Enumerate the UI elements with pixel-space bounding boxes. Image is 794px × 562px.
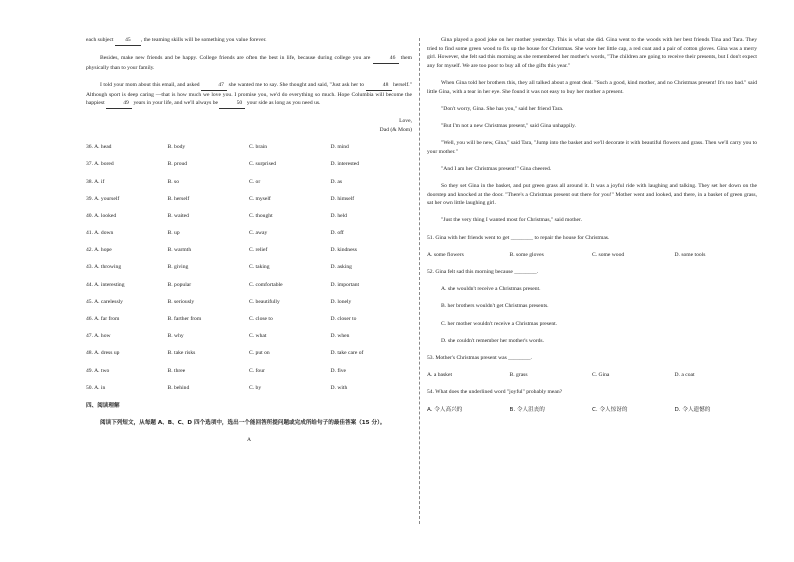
option-cell: 40. A. looked xyxy=(86,212,117,219)
option-row xyxy=(86,332,412,349)
option-row xyxy=(86,195,412,212)
question-51-options xyxy=(427,251,757,260)
option: A. she wouldn't receive a Christmas present. xyxy=(441,286,541,293)
option-cell: C. surprised xyxy=(249,161,277,168)
option-cell: 42. A. hope xyxy=(86,247,112,254)
option-cell: 48. A. dress up xyxy=(86,350,120,357)
option: B. some gloves xyxy=(509,251,544,258)
option-cell: D. mind xyxy=(330,144,349,151)
option: C. Gina xyxy=(592,372,610,379)
option: B. 令人沮丧的 xyxy=(509,406,545,413)
option-cell: 44. A. interesting xyxy=(86,281,125,288)
option-cell: 39. A. yourself xyxy=(86,195,120,202)
option-cell: C. comfortable xyxy=(249,281,283,288)
option-row xyxy=(86,229,412,246)
option-cell: D. five xyxy=(330,367,347,374)
option-cell: 36. A. head xyxy=(86,144,112,151)
option: D. she couldn't remember her mother's words. xyxy=(441,337,544,344)
option-cell: C. myself xyxy=(249,195,271,202)
option-cell: C. or xyxy=(249,178,261,185)
option-cell: 49. A. two xyxy=(86,367,110,374)
option-row xyxy=(86,246,412,263)
option-cell: B. so xyxy=(167,178,180,185)
option-cell: 41. A. down xyxy=(86,230,114,237)
option-cell: C. away xyxy=(249,230,268,237)
blank-50: 50 xyxy=(219,99,245,109)
option: D. 令人遗憾的 xyxy=(674,406,711,413)
right-column xyxy=(427,36,757,423)
option-cell: D. take care of xyxy=(330,350,364,357)
option-row xyxy=(86,367,412,384)
option-cell: B. popular xyxy=(167,281,192,288)
option-cell: D. kindness xyxy=(330,247,357,254)
option-row xyxy=(86,212,412,229)
option-row xyxy=(86,178,412,195)
option-cell: C. taking xyxy=(249,264,270,271)
option-cell: C. four xyxy=(249,367,265,374)
option: B. grass xyxy=(509,372,528,379)
option: C. 令人惊讶的 xyxy=(592,406,628,413)
option-row xyxy=(86,384,412,401)
passage-paragraph: "Just the very thing I wanted most for Christmas," said mother. xyxy=(441,217,582,224)
blank-47: 47 xyxy=(201,81,227,91)
option: A. 令人高兴的 xyxy=(427,406,463,413)
passage-paragraph: "But I'm not a new Christmas present," said Gina unhappily. xyxy=(441,122,576,129)
blank-45: 45 xyxy=(115,36,141,46)
option-cell: B. body xyxy=(167,144,186,151)
cloze-paragraph-3: I told your mom about this email, and asked 47 she wanted me to say. She thought and said, "Just ask her to 48 herself." Although sport is deep caring —that is how much we love you. I promise you, we'd do everything so much. Hope Columbia will become the happiest 49 years in your life, and we'll always be 50 your side as long as you need us. xyxy=(86,81,412,109)
option-row xyxy=(86,263,412,280)
cloze-paragraph-2: Besides, make new friends and be happy. College friends are often the best in life, because during college you are 46 them physically than to your family. xyxy=(86,55,412,71)
passage-label: A xyxy=(246,437,252,444)
question-51: 51. Gina with her friends went to get ________ to repair the house for Christmas. xyxy=(427,234,610,241)
passage-paragraph: When Gina told her brothers this, they all talked about a great deal. "Such a good, kind mother, and no Christmas present! It's too bad." said little Gina, with a tear in her eye. She found it was not easy to buy her mother a present. xyxy=(427,79,757,95)
option-row xyxy=(86,349,412,366)
option-row xyxy=(86,281,412,298)
cloze-paragraph-1: each subject 45 , the teaming skills will be something you value forever. xyxy=(86,36,412,46)
option-cell: B. take risks xyxy=(167,350,196,357)
option-cell: D. when xyxy=(330,333,350,340)
option-cell: C. brain xyxy=(249,144,268,151)
option-row xyxy=(86,315,412,332)
section-title: 四、阅读理解 xyxy=(86,402,120,409)
option-cell: B. farther from xyxy=(167,316,202,322)
option-cell: 50. A. in xyxy=(86,384,106,391)
sign-off-name: Dad (& Mom) xyxy=(379,126,412,133)
option-cell: C. relief xyxy=(249,247,268,254)
passage-paragraph: So they set Gina in the basket, and put green grass all around it. It was a joyful ride with laughing and talking. They set her down on the doorstep and knocked at the door. "There's a Christmas present out there for you!" Mother went and looked, and there, in a basket of green grass, sat her own little laughing girl. xyxy=(427,183,757,207)
option-row xyxy=(86,160,412,177)
question-52: 52. Gina felt sad this morning because ________. xyxy=(427,269,539,276)
option-cell: 43. A. throwing xyxy=(86,264,122,271)
option-cell: B. waited xyxy=(167,212,189,219)
option-cell: D. held xyxy=(330,212,347,219)
cloze-options-table xyxy=(86,143,412,401)
blank-49: 49 xyxy=(106,99,132,109)
option-cell: C. beautifully xyxy=(249,298,280,305)
passage-paragraph: "And I am her Christmas present!" Gina cheered. xyxy=(441,165,552,172)
passage-paragraph: "Well, you will be new, Gina," said Tara, "Jump into the basket and we'll decorate it with beautiful flowers and grass. Then we'll carry you to your mother." xyxy=(427,140,757,155)
option-row xyxy=(86,298,412,315)
option-cell: C. thought xyxy=(249,212,273,219)
option-cell: C. by xyxy=(249,384,262,391)
option-cell: C. close to xyxy=(249,316,273,322)
left-column xyxy=(86,36,412,454)
option-cell: B. three xyxy=(167,367,186,374)
option-cell: C. put on xyxy=(249,350,270,357)
question-53-options xyxy=(427,371,757,380)
option-cell: D. with xyxy=(330,384,348,391)
option-cell: D. off xyxy=(330,230,344,237)
option-cell: D. lonely xyxy=(330,298,352,305)
option: D. some tools xyxy=(674,251,706,258)
option: D. a coat xyxy=(674,372,695,379)
question-53: 53. Mother's Christmas present was ________. xyxy=(427,354,532,361)
column-divider xyxy=(419,38,420,524)
question-54: 54. What does the underlined word "joyful" probably mean? xyxy=(427,389,563,396)
passage-paragraph: Gina played a good joke on her mother yesterday. This is what she did. Gina went to the woods with her best friends Tina and Tara. They tried to find some green wood to fix up the house for Christmas. She wore her little cap, a red coat and a pair of cotton gloves. Gina was a merry girl. However, she felt sad this morning as she remembered her mother's words, "The children are going to receive their presents, but I don't expect any for myself. We are too poor to buy all of the gifts this year." xyxy=(427,37,757,69)
option-cell: D. himself xyxy=(330,195,355,202)
option-cell: D. important xyxy=(330,281,360,288)
blank-46: 46 xyxy=(373,54,399,64)
sign-off-love: Love, xyxy=(399,118,412,125)
blank-48: 48 xyxy=(366,81,392,91)
question-54-options xyxy=(427,406,757,415)
option: A. a basket xyxy=(427,372,453,379)
option: C. some wood xyxy=(592,251,625,258)
option-cell: B. proud xyxy=(167,161,188,168)
section-instructions: 阅读下列短文，从每题 A、B、C、D 四个选项中，选出一个能回答所提问题或完成所给句子的最佳答案（15 分）。 xyxy=(100,420,386,427)
option-cell: 38. A. if xyxy=(86,178,105,185)
option-cell: B. seriously xyxy=(167,298,195,305)
option-cell: B. why xyxy=(167,333,184,340)
option: C. her mother wouldn't receive a Christmas present. xyxy=(441,320,558,327)
option-cell: 47. A. how xyxy=(86,333,111,340)
option-cell: D. interested xyxy=(330,161,360,168)
option: A. some flowers xyxy=(427,251,464,258)
option-cell: D. closer to xyxy=(330,316,357,322)
option-cell: B. herself xyxy=(167,195,190,202)
option-cell: D. as xyxy=(330,178,342,185)
passage-paragraph: "Don't worry, Gina. She has you," said her friend Tara. xyxy=(441,105,564,112)
option-cell: D. asking xyxy=(330,264,352,271)
option-cell: B. up xyxy=(167,230,180,237)
option-row xyxy=(86,143,412,160)
option: B. her brothers wouldn't get Christmas presents. xyxy=(441,303,549,310)
option-cell: 46. A. far from xyxy=(86,316,120,322)
option-cell: B. warmth xyxy=(167,247,192,254)
option-cell: C. what xyxy=(249,333,267,340)
option-cell: 45. A. carelessly xyxy=(86,298,123,305)
option-cell: 37. A. bored xyxy=(86,161,114,168)
option-cell: B. giving xyxy=(167,264,189,271)
option-cell: B. behind xyxy=(167,384,190,391)
